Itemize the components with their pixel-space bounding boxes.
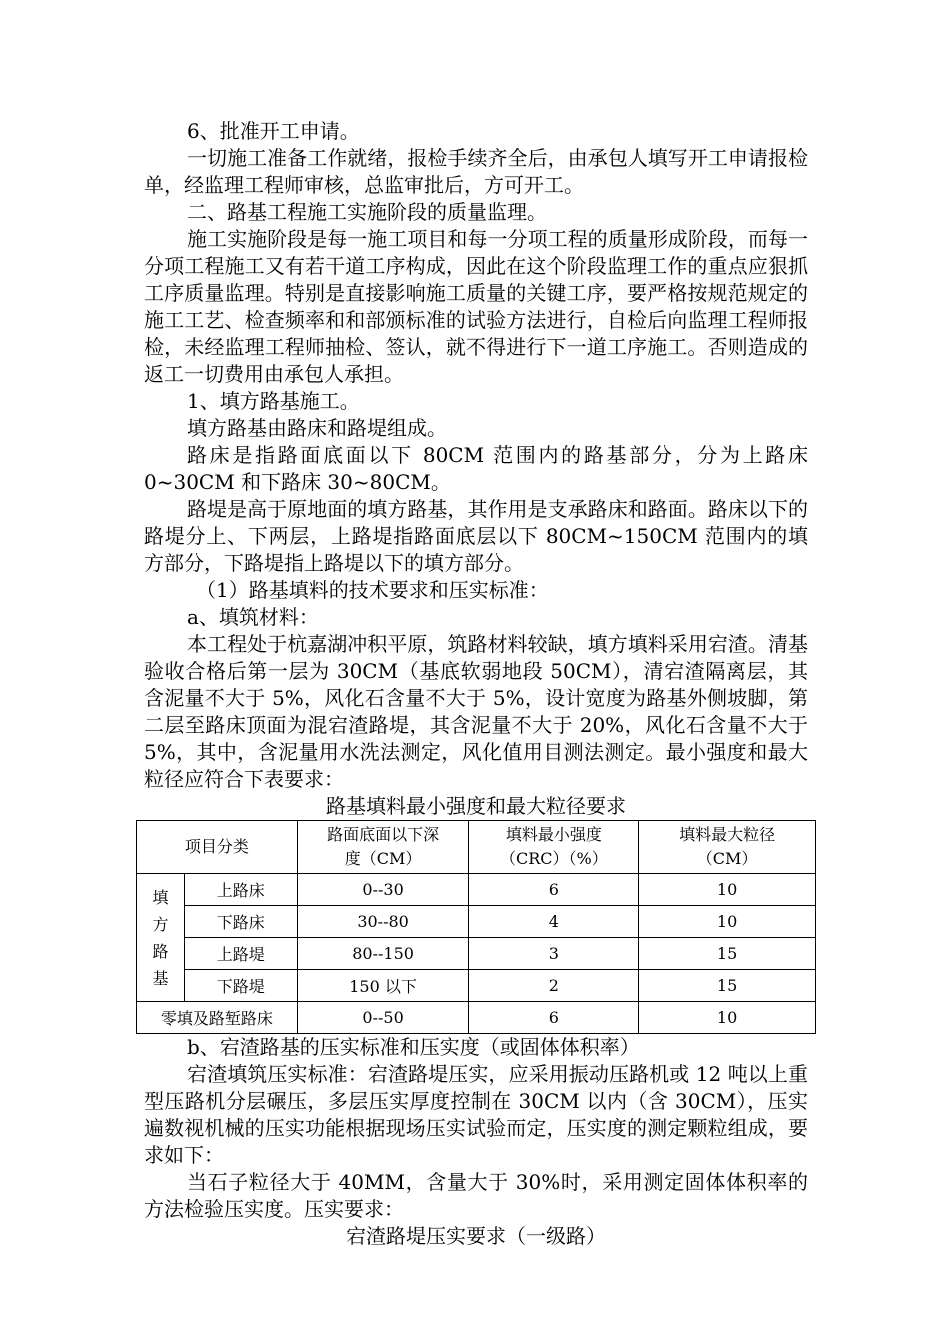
paragraph: 施工实施阶段是每一施工项目和每一分项工程的质量形成阶段，而每一分项工程施工又有若干道工序构成，因此在这个阶段监理工作的重点应狠抓工序质量监理。特别是直接影响施工质量的关键工序，要严格按规范规定的施工工艺、检查频率和和部颁标准的试验方法进行，自检后向监理工程师报检，未经监理工程师抽检、签认，就不得进行下一道工序施工。否则造成的返工一切费用由承包人承担。 xyxy=(144,227,808,386)
row-depth: 30--80 xyxy=(297,906,469,938)
header-depth-line2: 度（CM） xyxy=(344,849,422,868)
paragraph: 本工程处于杭嘉湖冲积平原，筑路材料较缺，填方填料采用宕渣。清基验收合格后第一层为 30CM（基底软弱地段 50CM），清宕渣隔离层，其含泥量不大于 5%，风化石含量不大于 5%，设计宽度为路基外侧坡脚，第二层至路床顶面为混宕渣路堤，其含泥量不大于 20%，风化石含量不大于 5%，其中，含泥量用水洗法测定，风化值用目测法测定。最小强度和最大粒径应符合下表要求： xyxy=(144,632,808,791)
header-strength-line1: 填料最小强度 xyxy=(505,825,602,844)
row-size: 10 xyxy=(639,1002,816,1034)
row-size: 15 xyxy=(639,938,816,970)
header-size xyxy=(639,821,816,874)
paragraph: b、宕渣路基的压实标准和压实度（或固体体积率） xyxy=(187,1035,640,1059)
paragraph: 路床是指路面底面以下 80CM 范围内的路基部分，分为上路床 0~30CM 和下路床 30~80CM。 xyxy=(144,443,808,494)
paragraph: 一切施工准备工作就绪，报检手续齐全后，由承包人填写开工申请报检单，经监理工程师审核，总监审批后，方可开工。 xyxy=(144,146,808,197)
header-strength-line2: （CRC）（%） xyxy=(499,849,608,868)
row-name: 上路床 xyxy=(184,874,297,906)
fill-material-table xyxy=(136,820,816,1034)
header-depth xyxy=(297,821,469,874)
row-size: 10 xyxy=(639,906,816,938)
row-name: 上路堤 xyxy=(184,938,297,970)
header-category: 项目分类 xyxy=(137,821,298,874)
table-row xyxy=(137,938,816,970)
group-label-fill-subgrade xyxy=(137,874,185,1002)
row-strength: 6 xyxy=(469,1002,639,1034)
row-depth: 0--30 xyxy=(297,874,469,906)
paragraph: 路堤是高于原地面的填方路基，其作用是支承路床和路面。路床以下的路堤分上、下两层，上路堤指路面底层以下 80CM~150CM 范围内的填方部分，下路堤指上路堤以下的填方部分。 xyxy=(144,497,808,575)
body-text-top xyxy=(144,118,808,793)
group-label-char: 方 xyxy=(152,914,169,934)
table-row xyxy=(137,970,816,1002)
row-depth: 80--150 xyxy=(297,938,469,970)
table-header-row xyxy=(137,821,816,874)
group-label-char: 路 xyxy=(152,941,169,961)
row-name: 下路堤 xyxy=(184,970,297,1002)
row-strength: 2 xyxy=(469,970,639,1002)
paragraph: 填方路基由路床和路堤组成。 xyxy=(187,416,447,440)
table-caption: 路基填料最小强度和最大粒径要求 xyxy=(326,794,626,818)
paragraph: 当石子粒径大于 40MM，含量大于 30%时，采用测定固体体积率的方法检验压实度。压实要求： xyxy=(144,1170,808,1221)
header-depth-line1: 路面底面以下深 xyxy=(327,825,440,844)
row-name: 下路床 xyxy=(184,906,297,938)
row-name: 零填及路堑路床 xyxy=(137,1002,298,1034)
header-size-line2: （CM） xyxy=(696,849,758,868)
table-caption-2: 宕渣路堤压实要求（一级路） xyxy=(346,1224,606,1248)
row-strength: 4 xyxy=(469,906,639,938)
header-strength xyxy=(469,821,639,874)
paragraph: 6、批准开工申请。 xyxy=(187,119,360,143)
group-label-char: 填 xyxy=(152,887,169,907)
paragraph: （1）路基填料的技术要求和压实标准： xyxy=(196,578,549,602)
paragraph: 宕渣填筑压实标准：宕渣路堤压实，应采用振动压路机或 12 吨以上重型压路机分层碾压，多层压实厚度控制在 30CM 以内（含 30CM），压实遍数视机械的压实功能根据现场压实试验而定，压实度的测定颗粒组成，要求如下： xyxy=(144,1062,808,1167)
row-depth: 150 以下 xyxy=(297,970,469,1002)
table-row xyxy=(137,874,816,906)
row-strength: 3 xyxy=(469,938,639,970)
row-size: 15 xyxy=(639,970,816,1002)
header-size-line1: 填料最大粒径 xyxy=(679,825,776,844)
row-size: 10 xyxy=(639,874,816,906)
paragraph: 二、路基工程施工实施阶段的质量监理。 xyxy=(187,200,547,224)
row-strength: 6 xyxy=(469,874,639,906)
table-row xyxy=(137,906,816,938)
paragraph: 1、填方路基施工。 xyxy=(187,389,360,413)
table-row xyxy=(137,1002,816,1034)
row-depth: 0--50 xyxy=(297,1002,469,1034)
paragraph: a、填筑材料： xyxy=(187,605,319,629)
group-label-char: 基 xyxy=(152,968,169,988)
body-text-bottom xyxy=(144,1034,808,1223)
document-page xyxy=(144,118,808,1250)
